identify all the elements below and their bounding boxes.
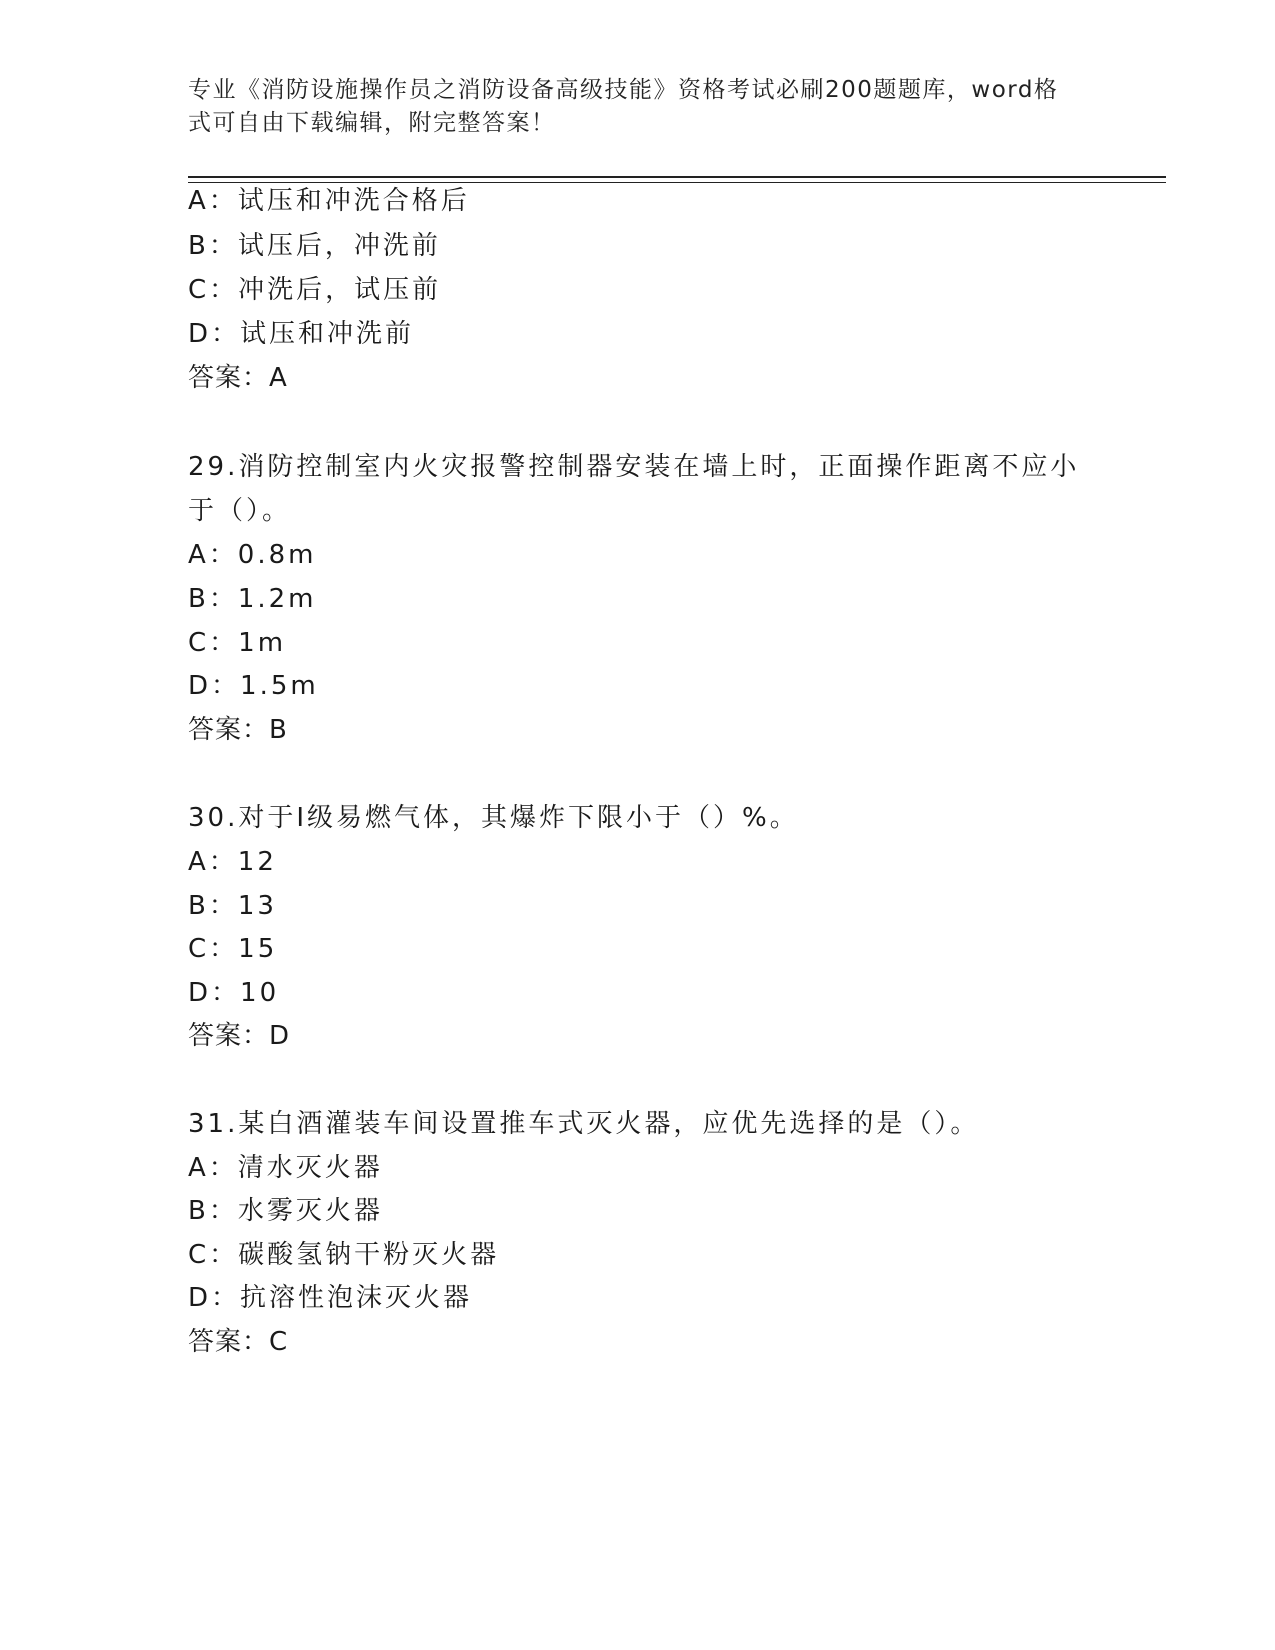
q31-option-c: C：碳酸氢钠干粉灭火器 <box>188 1240 500 1270</box>
q29-answer: 答案：B <box>188 715 288 745</box>
q30-stem-line-1: 30.对于Ⅰ级易燃气体，其爆炸下限小于（）%。 <box>188 803 799 833</box>
q28-option-a: A：试压和冲洗合格后 <box>188 186 470 216</box>
q29-stem-line-2: 于（）。 <box>188 496 292 526</box>
q30-option-c: C：15 <box>188 934 278 964</box>
q28-option-c: C：冲洗后，试压前 <box>188 275 442 305</box>
header-rule-thin <box>188 182 1166 183</box>
q31-stem-line-1: 31.某白酒灌装车间设置推车式灭火器，应优先选择的是（）。 <box>188 1109 980 1139</box>
q30-option-d: D：10 <box>188 978 280 1008</box>
q28-answer: 答案：A <box>188 363 288 393</box>
q29-option-b: B：1.2m <box>188 584 317 614</box>
q30-answer: 答案：D <box>188 1021 291 1051</box>
q31-answer: 答案：C <box>188 1327 289 1357</box>
document-header <box>188 74 1068 140</box>
q29-stem-line-1: 29.消防控制室内火灾报警控制器安装在墙上时，正面操作距离不应小 <box>188 452 1080 482</box>
q31-option-a: A：清水灭火器 <box>188 1153 383 1183</box>
q31-option-b: B：水雾灭火器 <box>188 1196 383 1226</box>
q28-option-d: D：试压和冲洗前 <box>188 319 415 349</box>
header-line-2: 式可自由下载编辑，附完整答案！ <box>188 110 556 136</box>
q29-option-c: C：1m <box>188 628 287 658</box>
q29-option-d: D：1.5m <box>188 671 319 701</box>
q28-option-b: B：试压后，冲洗前 <box>188 231 441 261</box>
header-line-1: 专业《消防设施操作员之消防设备高级技能》资格考试必刷200题题库，word格 <box>188 77 1059 103</box>
header-rule-thick <box>188 176 1166 178</box>
q31-option-d: D：抗溶性泡沫灭火器 <box>188 1283 473 1313</box>
q30-option-b: B：13 <box>188 891 277 921</box>
q29-option-a: A：0.8m <box>188 540 317 570</box>
q30-option-a: A：12 <box>188 847 277 877</box>
